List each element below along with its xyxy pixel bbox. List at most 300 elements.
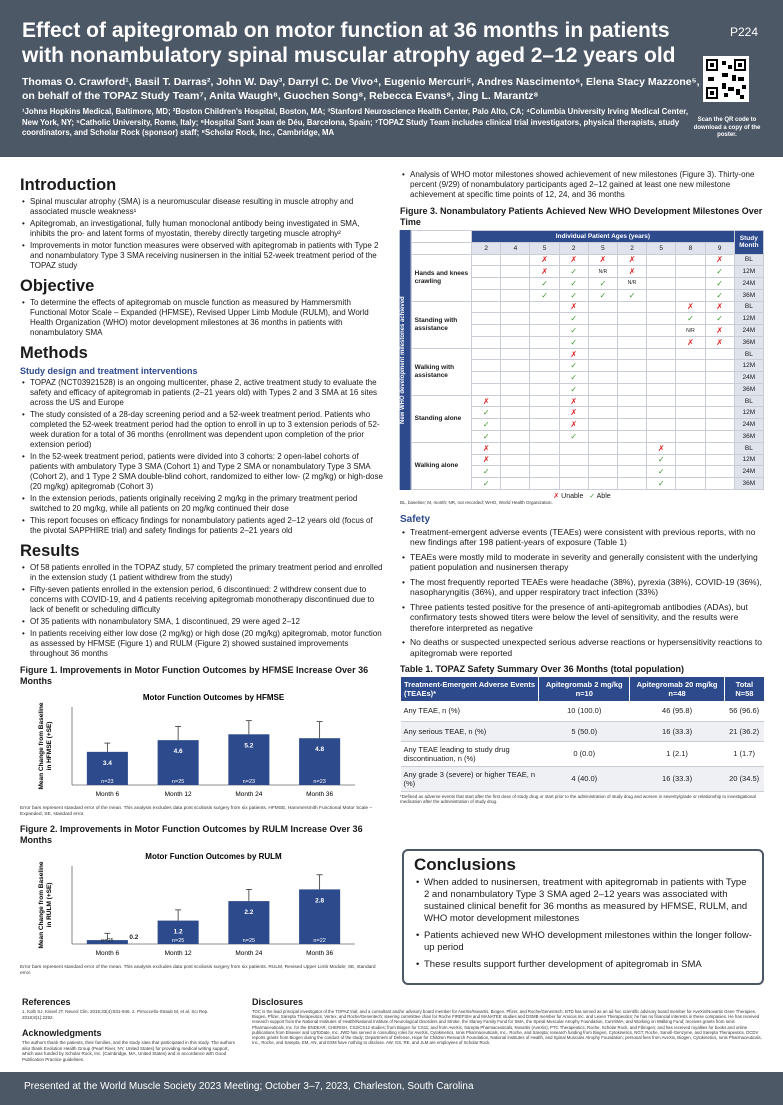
disclosures-text: TOC is the lead principal investigator of the TOPAZ trial; and a consultant and/or advisory board member for AveXis/Novartis, Biogen, Pfizer, and Roche/Genentech. BTD has served as an ad hoc scientific advisory board member for AveXis/Novartis Gene Therapies, Biogen, Pfizer, Sarepta Therapeutics, Vertex, and Roche/Genentech; steering committee chair for Roche FIREFISH and MANATEE studies and DSMB member for Amicus Inc. and Lexeo Therapeutics; he has no financial interests in these companies. He has received research support from the National Institutes of Health/National Institute of Neurological Disorders and Stroke, the Slaney Family Fund for SMA, the Spinal Muscular Atrophy Foundation, CureSMA, and Working on Walking Fund; receives grants from Ionis Pharmaceuticals, Inc. for the ENDEAR, CHERISH, CS2/CS12 studies; from Biogen for CS11; and from AveXis, Sarepta Pharmaceuticals, Novartis (AveXis), PTC Therapeutics, Roche, Scholar Rock, and Fibrogen; and has received royalties for books and online publications from Elsevier and UpToDate, Inc. JWD has served in consulting roles for AveXis, Cytokinetics, Ionis Pharmaceuticals, Inc., Roche, and Sarepta; research funding from Biogen, Cytokinetics, NGT, Roche, Sanofi-Genzyme, and Sarepta Therapeutics. DCDV reports grants from Biogen during the conduct of the study; Department of Defense, Hope for Children Research Foundation, National Institutes of Health, and Spinal Muscular Atrophy Foundation; personal fees from AveXis, Biogen, Cytokinetics, Ionis Pharmaceuticals, Inc., Roche, and Sarepta. EM, AN, and ESM have nothing to disclose. AW, GS, RE, and JLM are employees of Scholar Rock. xyxy=(252,1009,762,1046)
milestone-cell xyxy=(676,372,705,384)
n-label: n=23 xyxy=(242,779,256,785)
disclosures-section xyxy=(252,997,762,1045)
milestone-cell xyxy=(647,289,676,301)
table-header-row xyxy=(401,677,765,701)
milestone-cell: N/R xyxy=(617,278,646,290)
able-icon: ✓ xyxy=(705,313,734,325)
able-icon: ✓ xyxy=(472,478,501,490)
milestone-cell: N/R xyxy=(588,266,617,278)
study-month-cell: 24M xyxy=(734,325,763,337)
who-header-row xyxy=(411,231,763,243)
milestone-cell xyxy=(617,360,646,372)
list-item: • In the 52-week treatment period, patients were divided into 3 cohorts: 2 open-label cohorts of patients with ambulatory Type 3 SMA (Cohort 1) and Type 2 SMA or nonambulatory Type 3 SMA (Cohort 2), and 1 Type 2 SMA double-blind cohort, randomized to either low- (2 mg/kg) or high-dose (20 mg/kg) apitegromab (Cohort 3) xyxy=(20,452,383,492)
milestone-cell xyxy=(472,383,501,395)
milestone-cell xyxy=(530,383,559,395)
methods-subheading: Study design and treatment interventions xyxy=(20,366,198,376)
left-column xyxy=(20,170,383,977)
study-month-cell: 12M xyxy=(734,360,763,372)
milestone-cell xyxy=(705,431,734,443)
who-side-label: New WHO development milestones achieved xyxy=(400,230,411,490)
able-icon: ✓ xyxy=(676,313,705,325)
able-icon: ✓ xyxy=(472,466,501,478)
safety-list xyxy=(400,527,764,659)
milestone-cell xyxy=(676,478,705,490)
milestone-cell xyxy=(472,254,501,266)
conclusions-heading: Conclusions xyxy=(414,855,517,874)
study-month-cell: BL xyxy=(734,395,763,407)
milestone-cell xyxy=(530,301,559,313)
list-item: • To determine the effects of apitegromab on muscle function as measured by Hammersmith Functional Motor Scale – Expanded (HFMSE), Revised Upper Limb Module (RULM), and World Health Organization (WHO) motor development milestones at 36 months in patients with nonambulatory SMA xyxy=(20,298,383,338)
age-cell: 5 xyxy=(588,242,617,254)
list-item: • Patients achieved new WHO development milestones within the longer follow-up period xyxy=(414,930,752,954)
list-item: • The study consisted of a 28-day screening period and a 52-week treatment period. Patients who completed the 52-week treatment period had the option to enroll in up to 3 extension periods of 52-week duration for a total of 36 months (enrollment was dependent upon completion of the prior extension period) xyxy=(20,410,383,450)
milestone-cell xyxy=(647,348,676,360)
table-cell: 4 (40.0) xyxy=(539,766,630,791)
affiliations: ¹Johns Hopkins Medical, Baltimore, MD; ²Boston Children's Hospital, Boston, MA; ³Stanford Neuroscience Health Center, Palo Alto, CA; ⁴Columbia University Irving Medical Center, New York, NY; ⁵Catholic University, Rome, Italy; ⁶Hospital Sant Joan de Déu, Barcelona, Spain; ⁷TOPAZ Study Team includes clinical trial investigators, physical therapists, study coordinators, and Scholar Rock (sponsor) staff; ⁸Scholar Rock, Inc., Cambridge, MA xyxy=(22,107,689,137)
footer-text: Presented at the World Muscle Society 2023 Meeting; October 3–7, 2023, Charleston, South Carolina xyxy=(24,1081,474,1092)
age-cell: 9 xyxy=(705,242,734,254)
table-cell: 1 (1.7) xyxy=(724,741,764,766)
milestone-cell xyxy=(559,454,588,466)
milestone-cell xyxy=(705,466,734,478)
able-icon: ✓ xyxy=(617,289,646,301)
unable-icon: ✗ xyxy=(559,348,588,360)
who-legend xyxy=(400,492,764,500)
list-item: • TEAEs were mostly mild to moderate in severity and generally consistent with the underlying patient population and nusinersen therapy xyxy=(400,552,764,573)
milestone-cell xyxy=(530,336,559,348)
milestone-cell xyxy=(647,419,676,431)
milestone-cell xyxy=(530,407,559,419)
data-label: 4.8 xyxy=(315,746,325,754)
x-tick-label: Month 36 xyxy=(306,950,334,957)
milestone-cell xyxy=(588,419,617,431)
results-heading: Results xyxy=(20,542,80,560)
legend-able-label: Able xyxy=(596,493,611,500)
safety-table xyxy=(400,677,764,792)
milestone-cell xyxy=(705,442,734,454)
milestone-cell xyxy=(676,395,705,407)
milestone-cell xyxy=(530,419,559,431)
milestone-cell xyxy=(501,395,530,407)
introduction-heading: Introduction xyxy=(20,176,117,194)
right-column xyxy=(400,170,764,805)
who-age-row xyxy=(411,242,763,254)
able-icon: ✓ xyxy=(588,289,617,301)
study-month-cell: 24M xyxy=(734,372,763,384)
milestone-cell xyxy=(617,454,646,466)
milestone-cell xyxy=(705,395,734,407)
milestone-cell xyxy=(588,336,617,348)
able-icon: ✓ xyxy=(472,431,501,443)
milestone-cell xyxy=(676,266,705,278)
list-item: • Apitegromab, an investigational, fully human monoclonal antibody being investigated in SMA, inhibits the pro- and latent forms of myostatin, thereby directly targeting muscle atrophy² xyxy=(20,219,383,239)
milestone-cell xyxy=(588,313,617,325)
figure3-caption: Figure 3. Nonambulatory Patients Achieved New WHO Development Milestones Over Time xyxy=(400,206,763,227)
ages-header: Individual Patient Ages (years) xyxy=(472,231,735,243)
table-row xyxy=(401,741,765,766)
who-milestone-figure xyxy=(400,230,764,490)
column-header: Apitegromab 2 mg/kg n=10 xyxy=(539,677,630,701)
table-cell: 0 (0.0) xyxy=(539,741,630,766)
milestone-cell xyxy=(530,372,559,384)
able-icon: ✓ xyxy=(559,431,588,443)
list-item: • This report focuses on efficacy findings for nonambulatory patients aged 2–12 years old (focus of the pivotal SAPPHIRE trial) and safety findings for patients 2–21 years old xyxy=(20,516,383,536)
table-cell: 10 (100.0) xyxy=(539,701,630,721)
milestone-cell xyxy=(705,454,734,466)
able-icon: ✓ xyxy=(472,419,501,431)
figure2-caption: Figure 2. Improvements in Motor Function Outcomes by RULM Increase Over 36 Months xyxy=(20,824,363,845)
table-row xyxy=(411,254,763,266)
column-header: Apitegromab 20 mg/kg n=48 xyxy=(630,677,724,701)
who-abbreviations: BL, baseline; M, month; NR, not recorded; WHO, World Health Organization. xyxy=(400,500,553,505)
able-icon: ✓ xyxy=(705,289,734,301)
who-milestone-table xyxy=(411,230,764,490)
age-cell: 2 xyxy=(617,242,646,254)
n-label: n=23 xyxy=(313,779,326,785)
milestone-cell xyxy=(501,442,530,454)
table-cell: Any serious TEAE, n (%) xyxy=(401,721,539,741)
milestone-cell xyxy=(472,289,501,301)
milestone-cell xyxy=(530,360,559,372)
study-month-cell: 36M xyxy=(734,478,763,490)
milestone-cell xyxy=(501,278,530,290)
able-icon: ✓ xyxy=(647,454,676,466)
figure1-note: Error bars represent standard error of the mean. This analysis excludes data post scoliosis surgery from six patients. HFMSE, Hammersmith Functional Motor Scale – Expanded; SE, standard error. xyxy=(20,806,373,817)
table-cell: 5 (50.0) xyxy=(539,721,630,741)
milestone-cell xyxy=(501,336,530,348)
milestone-cell xyxy=(501,372,530,384)
milestone-cell xyxy=(530,348,559,360)
age-cell: 5 xyxy=(647,242,676,254)
list-item: • Of 58 patients enrolled in the TOPAZ study, 57 completed the primary treatment period and enrolled in the extension study (1 patient withdrew from the study) xyxy=(20,563,383,583)
footer xyxy=(0,1072,783,1105)
milestone-cell xyxy=(472,325,501,337)
table-cell: 56 (96.6) xyxy=(724,701,764,721)
unable-icon: ✗ xyxy=(588,254,617,266)
milestone-cell xyxy=(501,289,530,301)
objective-heading: Objective xyxy=(20,277,95,295)
milestone-cell xyxy=(472,313,501,325)
milestone-cell xyxy=(676,466,705,478)
milestone-cell xyxy=(530,313,559,325)
figure2-note: Error bars represent standard error of the mean. This analysis excludes data post scoliosis surgery from six patients. RULM, Revised Upper Limb Module; SE, standard error. xyxy=(20,965,376,976)
milestone-cell xyxy=(676,360,705,372)
acknowledgments-heading: Acknowledgments xyxy=(22,1028,102,1038)
table-cell: 16 (33.3) xyxy=(630,766,724,791)
figure1-caption: Figure 1. Improvements in Motor Function Outcomes by HFMSE Increase Over 36 Months xyxy=(20,665,369,686)
milestone-cell xyxy=(588,454,617,466)
x-tick-label: Month 6 xyxy=(95,950,120,957)
table-row xyxy=(401,721,765,741)
milestone-cell xyxy=(705,360,734,372)
able-icon: ✓ xyxy=(530,289,559,301)
milestone-cell xyxy=(617,442,646,454)
study-month-cell: 36M xyxy=(734,431,763,443)
list-item: • When added to nusinersen, treatment with apitegromab in patients with Type 2 and nonambulatory Type 3 SMA aged 2–12 years was associated with sustained clinical benefit for 36 months as measured by HFMSE, RULM, and WHO motor development milestones xyxy=(414,877,752,925)
table-cell: 16 (33.3) xyxy=(630,721,724,741)
unable-icon: ✗ xyxy=(472,454,501,466)
milestone-cell xyxy=(588,348,617,360)
able-icon: ✓ xyxy=(530,278,559,290)
list-item: • Three patients tested positive for the presence of anti-apitegromab antibodies (ADAs), but confirmatory tests showed titers were below the level of sensitivity, and the results were therefore interpreted as negative xyxy=(400,602,764,634)
study-month-cell: 24M xyxy=(734,278,763,290)
milestone-cell xyxy=(530,478,559,490)
unable-icon: ✗ xyxy=(472,395,501,407)
x-tick-label: Month 24 xyxy=(235,791,263,798)
milestone-cell: N/R xyxy=(676,325,705,337)
milestone-cell xyxy=(530,395,559,407)
milestone-cell xyxy=(647,301,676,313)
milestone-cell xyxy=(647,325,676,337)
milestone-cell xyxy=(647,336,676,348)
unable-icon: ✗ xyxy=(559,419,588,431)
n-label: n=25 xyxy=(242,938,256,944)
milestone-cell xyxy=(647,360,676,372)
milestone-cell xyxy=(676,278,705,290)
age-cell: 2 xyxy=(472,242,501,254)
list-item: • TOPAZ (NCT03921528) is an ongoing multicenter, phase 2, active treatment study to evaluate the safety and efficacy of apitegromab in patients (2–21 years old) with Types 2 and 3 SMA at 16 sites across the US and Europe xyxy=(20,378,383,408)
milestone-cell xyxy=(472,301,501,313)
milestone-cell xyxy=(559,466,588,478)
study-month-cell: 36M xyxy=(734,383,763,395)
table-cell: Any TEAE, n (%) xyxy=(401,701,539,721)
data-label: 5.2 xyxy=(244,742,254,750)
study-month-cell: 36M xyxy=(734,336,763,348)
y-axis-label: Mean Change from Baselinein HFMSE (+SE) xyxy=(38,702,53,790)
milestone-label: Hands and knees crawling xyxy=(411,254,471,301)
unable-icon: ✗ xyxy=(705,325,734,337)
milestone-cell xyxy=(705,478,734,490)
table-cell: 21 (36.2) xyxy=(724,721,764,741)
data-label: 2.8 xyxy=(315,897,325,905)
table-row xyxy=(411,348,763,360)
column-header: Treatment-Emergent Adverse Events (TEAEs)* xyxy=(401,677,539,701)
milestone-cell xyxy=(617,325,646,337)
milestone-cell xyxy=(472,266,501,278)
acknowledgments-text: The authors thank the patients, their families, and the study sites that participated in this study. The authors also thank Evolution Health Group (Pearl River, NY, United States) for providing medical writing support, which was funded by Scholar Rock, Inc. (Cambridge, MA, United States) and in accordance with Good Publication Practice guidelines. xyxy=(22,1040,235,1062)
milestone-label: Standing alone xyxy=(411,395,471,442)
able-icon: ✓ xyxy=(705,278,734,290)
able-icon: ✓ xyxy=(559,372,588,384)
list-item: • In patients receiving either low dose (2 mg/kg) or high dose (20 mg/kg) apitegromab, motor function as assessed by HFMSE (Figure 1) and RULM (Figure 2) showed sustained improvements throughout 36 months xyxy=(20,629,383,659)
milestone-cell xyxy=(588,301,617,313)
milestone-label: Walking with assistance xyxy=(411,348,471,395)
qr-code[interactable] xyxy=(703,56,749,102)
milestone-cell xyxy=(501,383,530,395)
able-icon: ✓ xyxy=(588,278,617,290)
rulm-bar-chart xyxy=(20,848,383,960)
milestone-cell xyxy=(472,336,501,348)
milestone-cell xyxy=(647,254,676,266)
able-icon: ✓ xyxy=(559,336,588,348)
milestone-cell xyxy=(588,372,617,384)
milestone-cell xyxy=(588,383,617,395)
unable-icon: ✗ xyxy=(617,266,646,278)
list-item: • Analysis of WHO motor milestones showed achievement of new milestones (Figure 3). Thirty-one percent (9/29) of nonambulatory participants aged 2–12 gained at least one new milestone achievement at specific time points of 12, 24, and 36 months xyxy=(400,170,764,200)
milestone-cell xyxy=(705,407,734,419)
table-row xyxy=(411,301,763,313)
table1-caption: Table 1. TOPAZ Safety Summary Over 36 Months (total population) xyxy=(400,664,685,674)
milestone-cell xyxy=(559,478,588,490)
list-item: • Fifty-seven patients enrolled in the extension period, 6 discontinued: 2 withdrew consent due to concerns with COVID-19, and 4 patients receiving apitegromab monotherapy discontinued due to lack of benefit or scheduling difficulty xyxy=(20,585,383,615)
unable-icon: ✗ xyxy=(617,254,646,266)
data-label: 0.2 xyxy=(129,934,139,942)
table-cell: Any TEAE leading to study drug discontinuation, n (%) xyxy=(401,741,539,766)
age-cell: 5 xyxy=(530,242,559,254)
methods-heading: Methods xyxy=(20,344,88,362)
able-icon: ✓ xyxy=(559,383,588,395)
milestone-cell xyxy=(647,278,676,290)
milestone-cell xyxy=(501,407,530,419)
unable-icon: ✗ xyxy=(559,301,588,313)
unable-icon: ✗ xyxy=(647,442,676,454)
milestone-cell xyxy=(647,395,676,407)
milestone-cell xyxy=(617,372,646,384)
milestone-cell xyxy=(705,372,734,384)
milestone-cell xyxy=(617,407,646,419)
milestone-cell xyxy=(617,419,646,431)
milestone-cell xyxy=(501,454,530,466)
table-cell: 1 (2.1) xyxy=(630,741,724,766)
month-header: Study Month xyxy=(734,231,763,255)
able-icon: ✓ xyxy=(559,289,588,301)
able-icon: ✓ xyxy=(559,266,588,278)
table-row xyxy=(411,395,763,407)
milestone-cell xyxy=(676,407,705,419)
milestone-label: Walking alone xyxy=(411,442,471,489)
milestone-cell xyxy=(588,442,617,454)
unable-icon: ✗ xyxy=(559,407,588,419)
n-label: n=25 xyxy=(101,938,114,944)
milestone-cell xyxy=(501,301,530,313)
study-month-cell: BL xyxy=(734,301,763,313)
n-label: n=22 xyxy=(313,938,326,944)
able-icon: ✓ xyxy=(647,478,676,490)
milestone-cell xyxy=(676,419,705,431)
milestone-cell xyxy=(588,478,617,490)
milestone-cell xyxy=(530,442,559,454)
study-month-cell: 12M xyxy=(734,454,763,466)
y-axis-label: Mean Change from Baselinein RULM (+SE) xyxy=(38,861,53,949)
able-icon: ✓ xyxy=(647,466,676,478)
milestone-cell xyxy=(501,419,530,431)
x-tick-label: Month 24 xyxy=(235,950,263,957)
milestone-cell xyxy=(472,348,501,360)
milestone-cell xyxy=(588,325,617,337)
able-icon: ✓ xyxy=(559,278,588,290)
references-text: 1. Kolb SJ, Kissel JT. Neurol Clin. 2015;33(4):831-846. 2. Pirruccello-Straub M, et al. Sci Rep. 2018;8(1):2292. xyxy=(22,1009,209,1020)
study-month-cell: BL xyxy=(734,348,763,360)
list-item: • In the extension periods, patients originally receiving 2 mg/kg in the primary treatment period switched to 20 mg/kg, while all patients on 20 mg/kg continued their dose xyxy=(20,494,383,514)
milestone-cell xyxy=(472,360,501,372)
study-month-cell: 36M xyxy=(734,289,763,301)
able-icon: ✓ xyxy=(705,266,734,278)
milestone-cell xyxy=(472,372,501,384)
list-item: • Of 35 patients with nonambulatory SMA, 1 discontinued, 29 were aged 2–12 xyxy=(20,617,383,627)
table-row xyxy=(401,766,765,791)
list-item: • These results support further development of apitegromab in SMA xyxy=(414,959,752,971)
milestone-cell xyxy=(676,431,705,443)
table-cell: 46 (95.8) xyxy=(630,701,724,721)
n-label: n=23 xyxy=(101,779,114,785)
milestone-cell xyxy=(676,454,705,466)
hfmse-bar-chart xyxy=(20,689,383,801)
x-tick-label: Month 6 xyxy=(95,791,120,798)
milestone-cell xyxy=(617,348,646,360)
unable-icon: ✗ xyxy=(705,254,734,266)
column-header: Total N=58 xyxy=(724,677,764,701)
milestone-cell xyxy=(647,383,676,395)
milestone-cell xyxy=(647,407,676,419)
milestone-cell xyxy=(530,325,559,337)
who-intro-list xyxy=(400,170,764,200)
authors: Thomas O. Crawford¹, Basil T. Darras², John W. Day³, Darryl C. De Vivo⁴, Eugenio Mercuri⁵, Andres Nascimento⁶, Elena Stacy Mazzone⁵, on behalf of the TOPAZ Study Team⁷, Anita Waugh⁸, Guochen Song⁸, Rebecca Evans⁸, Jing L. Marantz⁸ xyxy=(22,76,700,102)
milestone-cell xyxy=(501,266,530,278)
corner-cell xyxy=(411,242,471,254)
milestone-cell xyxy=(501,313,530,325)
milestone-cell xyxy=(588,395,617,407)
milestone-cell xyxy=(530,431,559,443)
able-icon: ✓ xyxy=(589,493,596,500)
objective-list xyxy=(20,298,383,338)
references-heading: References xyxy=(22,997,71,1007)
data-label: 1.2 xyxy=(173,928,183,936)
age-cell: 8 xyxy=(676,242,705,254)
milestone-cell xyxy=(617,383,646,395)
milestone-cell xyxy=(588,360,617,372)
study-month-cell: 12M xyxy=(734,266,763,278)
milestone-cell xyxy=(501,431,530,443)
milestone-cell xyxy=(501,348,530,360)
milestone-cell xyxy=(676,289,705,301)
x-tick-label: Month 36 xyxy=(306,791,334,798)
milestone-cell xyxy=(559,442,588,454)
milestone-cell xyxy=(617,478,646,490)
list-item: • The most frequently reported TEAEs were headache (38%), pyrexia (38%), COVID-19 (36%), nasopharyngitis (36%), and upper respiratory tract infection (33%) xyxy=(400,577,764,598)
milestone-cell xyxy=(588,407,617,419)
table-cell: Any grade 3 (severe) or higher TEAE, n (%) xyxy=(401,766,539,791)
data-label: 4.6 xyxy=(173,748,183,756)
methods-list xyxy=(20,378,383,536)
unable-icon: ✗ xyxy=(705,301,734,313)
able-icon: ✓ xyxy=(559,325,588,337)
references-section xyxy=(22,997,237,1062)
unable-icon: ✗ xyxy=(559,254,588,266)
study-month-cell: BL xyxy=(734,442,763,454)
milestone-cell xyxy=(501,466,530,478)
milestone-cell xyxy=(617,301,646,313)
milestone-cell xyxy=(647,431,676,443)
milestone-cell xyxy=(676,383,705,395)
table-cell: 20 (34.5) xyxy=(724,766,764,791)
qr-note: Scan the QR code to download a copy of the poster. xyxy=(693,117,761,138)
x-tick-label: Month 12 xyxy=(164,791,192,798)
age-cell: 4 xyxy=(501,242,530,254)
milestone-cell xyxy=(617,466,646,478)
data-label: 2.2 xyxy=(244,909,254,917)
study-month-cell: BL xyxy=(734,254,763,266)
chart-title: Motor Function Outcomes by RULM xyxy=(145,852,282,861)
milestone-cell xyxy=(530,454,559,466)
milestone-cell xyxy=(617,431,646,443)
list-item: • Treatment-emergent adverse events (TEAEs) were consistent with previous reports, with no new findings after 198 patient-years of exposure (Table 1) xyxy=(400,527,764,548)
study-month-cell: 12M xyxy=(734,313,763,325)
unable-icon: ✗ xyxy=(530,266,559,278)
legend-unable-label: Unable xyxy=(561,493,584,500)
data-label: 3.4 xyxy=(102,759,112,767)
unable-icon: ✗ xyxy=(676,301,705,313)
able-icon: ✓ xyxy=(559,360,588,372)
